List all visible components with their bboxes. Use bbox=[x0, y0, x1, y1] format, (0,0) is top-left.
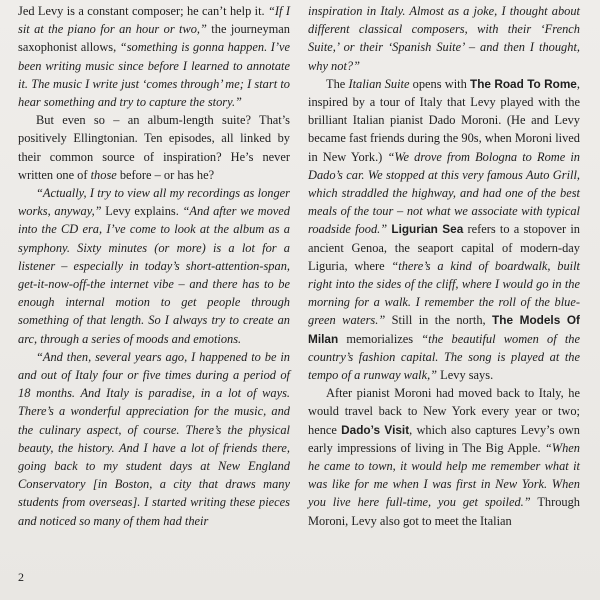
body-text: , which also captures Levy’s own early impressions of living in The Big Apple. bbox=[308, 422, 580, 455]
paragraph bbox=[18, 111, 290, 184]
track-title: Dado’s Visit bbox=[341, 422, 410, 437]
right-column bbox=[308, 2, 580, 530]
body-text: , inspired by a tour of Italy that Levy played with the brilliant Italian pianist Dado Moroni. (He and Levy became fast friends during the 90s, when Moroni lived in New York.) bbox=[308, 76, 580, 164]
quote-text: “something is gonna happen. I’ve been writing music since before I learned to annotate it. The music I write just ‘comes through’ me; I start to hear something and try to capture the story.” bbox=[18, 40, 290, 110]
body-text: After pianist Moroni had moved back to Italy, he would travel back to New York every year or two; hence bbox=[308, 386, 580, 437]
paragraph bbox=[308, 75, 580, 384]
paragraph bbox=[308, 384, 580, 530]
body-text: refers to a stopover in ancient Genoa, the seaport capital of modern-day Liguria, where bbox=[308, 222, 580, 273]
quote-text: “We drove from Bologna to Rome in Dado’s car. We stopped at this very famous Auto Grill, which straddled the highway, and had one of the best meals of the tour – not what we associate with typical roadside food.” bbox=[308, 149, 580, 237]
quote-text: “And then, several years ago, I happened to be in and out of Italy four or five times during a period of 18 months. And Italy is paradise, in a lot of ways. There’s a wonderful appreciation for the music, and the culinary aspect, of course. There’s the physical beauty, the history. And I have a lot of friends there, going back to my student days at New England Conservatory [in Boston, a city that draws many students from overseas]. I started writing these pieces and noticed so many of them had their bbox=[18, 349, 290, 528]
body-text: Levy says. bbox=[437, 368, 494, 383]
body-text: Through Moroni, Levy also got to meet the Italian bbox=[308, 495, 580, 528]
quote-text: “If I sit at the piano for an hour or two,” bbox=[18, 4, 291, 37]
quote-text: inspiration in Italy. Almost as a joke, I thought about different classical composers, with their ‘French Suite,’ or their ‘Spanish Suite’ – and then I thought, why not?” bbox=[308, 4, 580, 73]
page-number: 2 bbox=[18, 570, 24, 584]
body-text: before – or has he? bbox=[116, 167, 215, 182]
body-text: opens with bbox=[409, 76, 470, 91]
quote-text: those bbox=[90, 167, 117, 182]
body-text: But even so – an album-length suite? That’s positively Ellingtonian. Ten episodes, all linked by their common source of inspiration? He’s never written one of bbox=[18, 113, 290, 182]
track-title: The Road To Rome bbox=[469, 76, 577, 91]
body-text: The bbox=[326, 76, 349, 91]
quote-text: “When he came to town, it would help me remember what it was like for me when I was first in New York. When you live here full-time, you get spoiled.” bbox=[308, 440, 580, 510]
quote-text: “there’s a kind of boardwalk, built right into the sides of the cliff, where I would go in the morning for a walk. I remember the roll of the blue-green waters.” bbox=[308, 258, 580, 328]
body-text: Jed Levy is a constant composer; he can’t help it. bbox=[18, 4, 269, 18]
left-column bbox=[18, 2, 290, 530]
track-title: Ligurian Sea bbox=[391, 222, 464, 237]
paragraph bbox=[18, 348, 290, 530]
body-text: the journeyman saxophonist allows, bbox=[18, 22, 291, 55]
quote-text: “the beautiful women of the country’s fashion capital. The song is played at the tempo of a runway walk,” bbox=[308, 331, 580, 383]
body-text: Levy explains. bbox=[101, 204, 183, 219]
body-text: memorializes bbox=[338, 331, 422, 346]
paragraph bbox=[308, 2, 580, 75]
quote-text: “And after we moved into the CD era, I’ve come to look at the album as a symphony. Sixty minutes (or more) is a lot for a listener – especially in today’s short-attention-span, get-it-now-off-the internet vibe – and there has to be enough internal motion to get people through something of that length. So I always try to create an arc, through a series of moods and emotions. bbox=[18, 204, 290, 346]
paragraph bbox=[18, 184, 290, 348]
paragraph bbox=[18, 2, 290, 111]
quote-text: Italian Suite bbox=[348, 76, 410, 91]
track-title: The Models Of Milan bbox=[308, 313, 580, 346]
quote-text: “Actually, I try to view all my recordings as longer works, anyway,” bbox=[18, 186, 290, 219]
body-text: Still in the north, bbox=[385, 313, 493, 328]
